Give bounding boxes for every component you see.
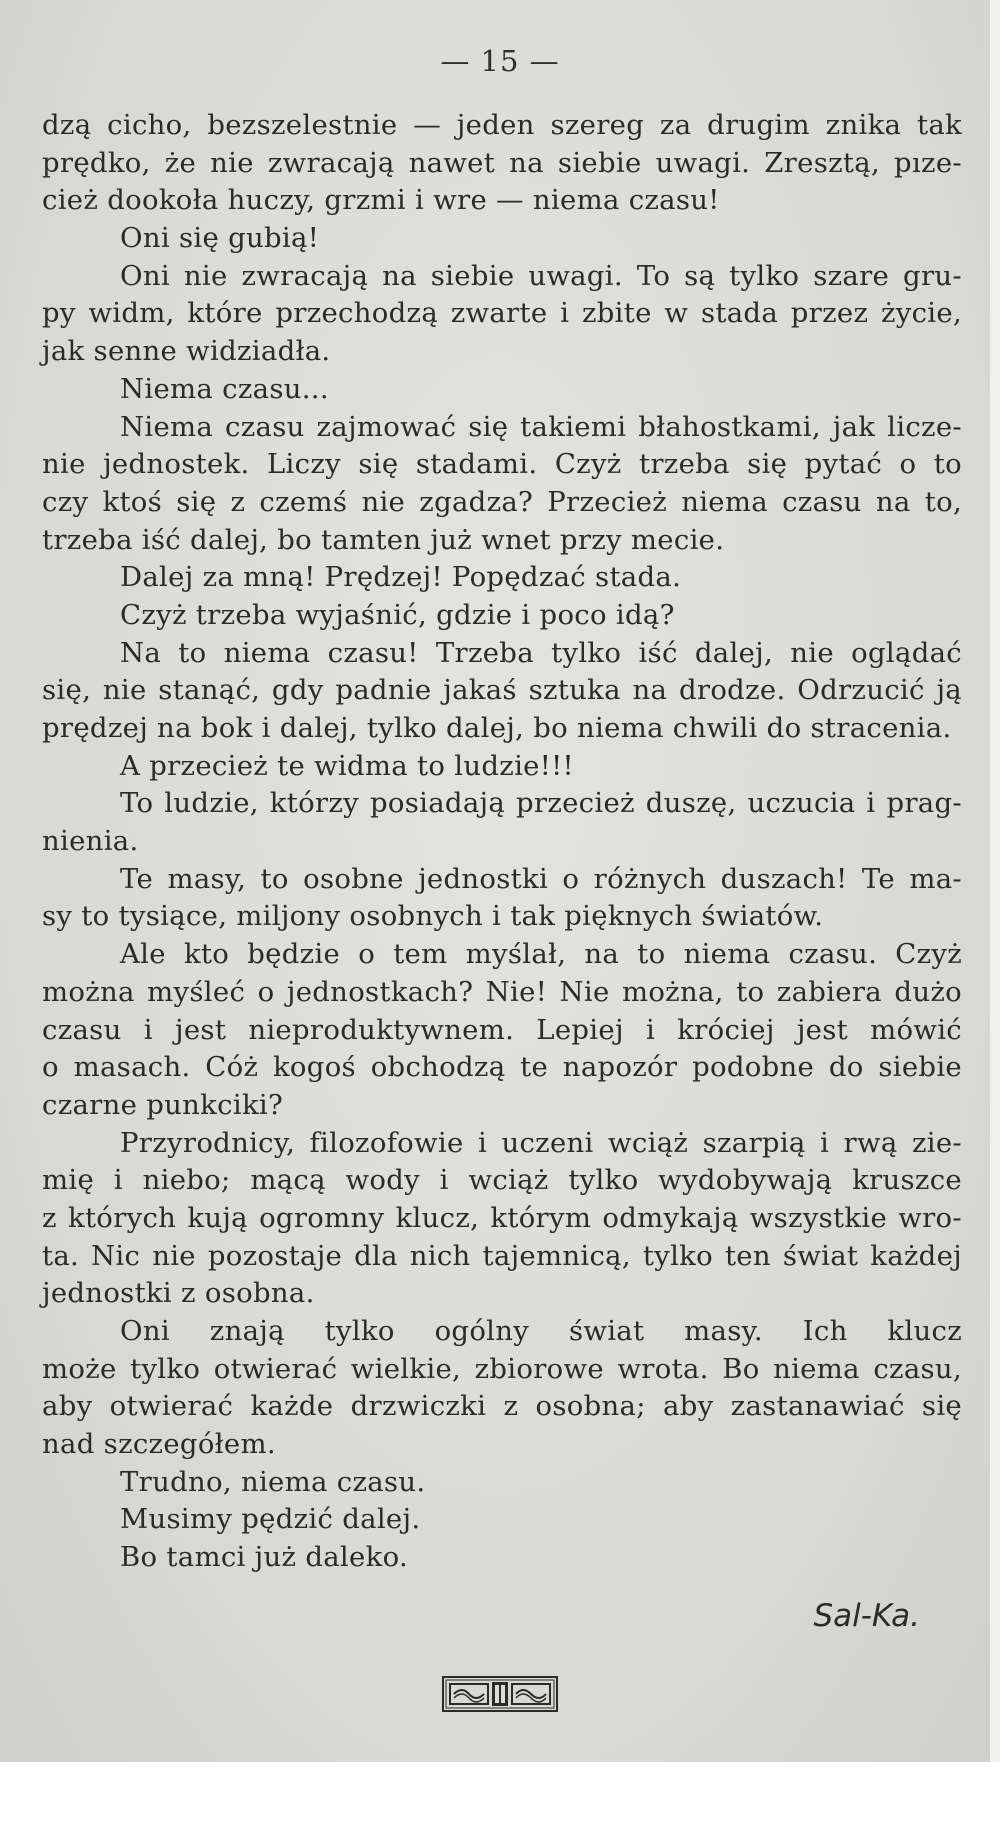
text-line: Oni znają tylko ogólny świat masy. Ich klucz <box>120 1315 962 1347</box>
text-line: Oni nie zwracają na siebie uwagi. To są tylko szare gru- <box>120 259 962 292</box>
text-line: nienia. <box>42 825 139 858</box>
body-text <box>42 107 962 1577</box>
text-line: może tylko otwierać wielkie, zbiorowe wrota. Bo niema czasu, <box>42 1352 962 1385</box>
text-line: aby otwierać każde drzwiczki z osobna; aby zastanawiać się <box>42 1390 962 1423</box>
text-line: Bo tamci już daleko. <box>120 1541 408 1574</box>
page-number: — 15 — <box>440 44 560 78</box>
text-line: cież dookoła huczy, grzmi i wre — niema czasu! <box>42 184 720 217</box>
text-line: Czyż trzeba wyjaśnić, gdzie i poco idą? <box>120 598 675 631</box>
text-line: jednostki z osobna. <box>42 1277 315 1310</box>
text-line: A przecież te widma to ludzie!!! <box>120 749 574 782</box>
text-line: ta. Nic nie pozostaje dla nich tajemnicą, tylko ten świat każdej <box>42 1239 962 1272</box>
text-line: czy ktoś się z czemś nie zgadza? Przecież niema czasu na to, <box>42 485 962 518</box>
text-line: trzeba iść dalej, bo tamten już wnet przy mecie. <box>42 523 725 556</box>
text-line: nad szczegółem. <box>42 1428 276 1461</box>
text-line: Dalej za mną! Prędzej! Popędzać stada. <box>120 561 682 594</box>
text-line: Oni się gubią! <box>120 222 320 255</box>
decorative-vignette-icon <box>442 1676 558 1712</box>
text-line: Na to niema czasu! Trzeba tylko iść dalej, nie oglądać <box>120 636 962 669</box>
text-line: się, nie stanąć, gdy padnie jakaś sztuka na drodze. Odrzucić ją <box>42 674 962 707</box>
text-line: Niema czasu... <box>120 372 329 405</box>
text-line: czarne punkciki? <box>42 1088 284 1121</box>
text-line: sy to tysiące, miljony osobnych i tak pięknych światów. <box>42 900 824 933</box>
text-line: można myśleć o jednostkach? Nie! Nie można, to zabiera dużo <box>42 975 962 1008</box>
text-line: Trudno, niema czasu. <box>120 1465 426 1498</box>
text-line: o masach. Cóż kogoś obchodzą te napozór podobne do siebie <box>42 1051 962 1084</box>
author-signature: Sal-Ka. <box>813 1598 920 1634</box>
text-line: prędko, że nie zwracają nawet na siebie uwagi. Zresztą, pıze- <box>42 146 962 179</box>
text-line: Przyrodnicy, filozofowie i uczeni wciąż szarpią i rwą zie- <box>120 1126 962 1159</box>
text-line: To ludzie, którzy posiadają przecież duszę, uczucia i prag- <box>120 787 962 820</box>
text-line: Ale kto będzie o tem myślał, na to niema czasu. Czyż <box>120 938 962 971</box>
text-line: z których kują ogromny klucz, którym odmykają wszystkie wro- <box>42 1201 962 1234</box>
text-line: jak senne widziadła. <box>42 335 331 368</box>
text-line: py widm, które przechodzą zwarte i zbite w stada przez życie, <box>42 297 962 330</box>
text-line: Musimy pędzić dalej. <box>120 1503 421 1536</box>
page-edge <box>990 0 1000 1762</box>
text-line: prędzej na bok i dalej, tylko dalej, bo niema chwili do stracenia. <box>42 712 952 744</box>
text-line: czasu i jest nieproduktywnem. Lepiej i króciej jest mówić <box>42 1013 962 1046</box>
text-line: nie jednostek. Liczy się stadami. Czyż trzeba się pytać o to <box>42 448 962 481</box>
text-line: mię i niebo; mącą wody i wciąż tylko wydobywają kruszce <box>42 1164 962 1197</box>
text-line: Te masy, to osobne jednostki o różnych duszach! Te ma- <box>120 862 962 895</box>
text-line: dzą cicho, bezszelestnie — jeden szereg za drugim znika tak <box>42 109 962 141</box>
text-line: Niema czasu zajmować się takiemi błahostkami, jak licze- <box>120 410 962 443</box>
